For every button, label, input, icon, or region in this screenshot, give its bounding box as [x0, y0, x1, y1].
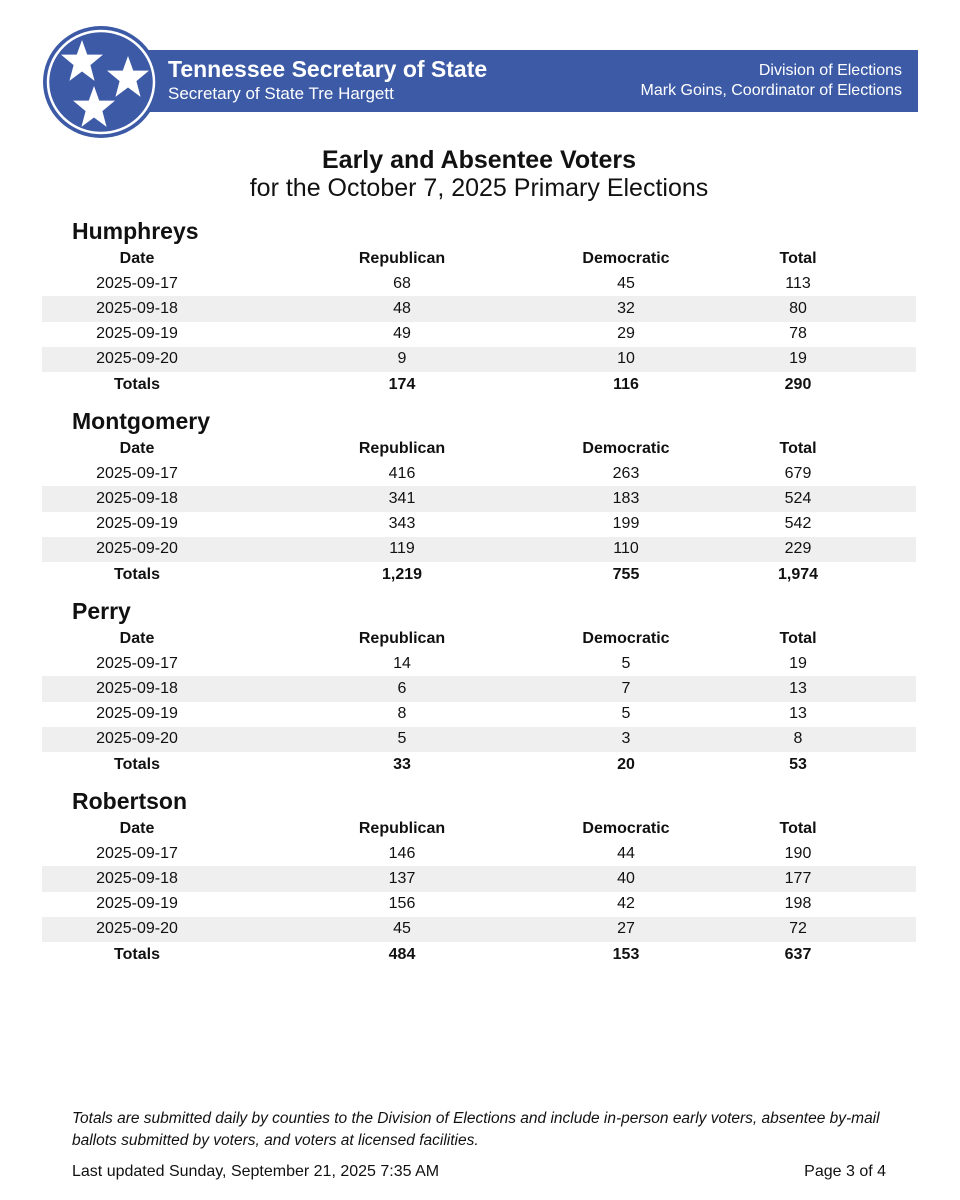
column-header-republican: Republican — [358, 439, 446, 457]
table-row — [42, 841, 916, 866]
total-democratic: 116 — [613, 375, 639, 393]
county-section — [42, 402, 918, 592]
header-subtitle: Secretary of State Tre Hargett — [168, 84, 394, 103]
page-number: Page 3 of 4 — [804, 1163, 886, 1180]
table-header-row — [42, 246, 916, 271]
table-header-row — [42, 436, 916, 461]
cell-date: 2025-09-18 — [42, 676, 232, 701]
totals-row — [42, 562, 916, 587]
column-header-date: Date — [119, 249, 155, 267]
cell-date: 2025-09-18 — [42, 866, 232, 891]
cell-republican: 9 — [232, 347, 572, 372]
table-row — [42, 651, 916, 676]
total-republican: 484 — [388, 945, 416, 963]
cell-total: 113 — [785, 274, 811, 292]
cell-democratic: 10 — [572, 347, 680, 372]
cell-democratic: 27 — [572, 917, 680, 942]
cell-date: 2025-09-20 — [42, 727, 232, 752]
totals-row — [42, 752, 916, 777]
cell-total: 229 — [680, 537, 916, 562]
table-row — [42, 866, 916, 891]
table-row — [42, 892, 916, 917]
total-republican: 174 — [388, 375, 416, 393]
header-title: Tennessee Secretary of State — [168, 56, 488, 82]
column-header-republican: Republican — [358, 249, 446, 267]
cell-democratic: 3 — [572, 727, 680, 752]
cell-total: 78 — [789, 325, 807, 343]
cell-date: 2025-09-20 — [42, 537, 232, 562]
cell-date: 2025-09-20 — [42, 347, 232, 372]
header-coordinator: Mark Goins, Coordinator of Elections — [640, 82, 902, 99]
cell-date: 2025-09-18 — [42, 296, 232, 321]
cell-total: 679 — [784, 464, 812, 482]
cell-date: 2025-09-17 — [96, 654, 178, 672]
total-all: 637 — [784, 945, 812, 963]
cell-republican: 48 — [232, 296, 572, 321]
table-row — [42, 676, 916, 701]
column-header-total: Total — [779, 439, 817, 457]
cell-republican: 49 — [393, 325, 411, 343]
table-row — [42, 917, 916, 942]
cell-republican: 119 — [232, 537, 572, 562]
cell-republican: 146 — [388, 844, 416, 862]
cell-democratic: 42 — [617, 895, 635, 913]
cell-republican: 5 — [232, 727, 572, 752]
cell-republican: 343 — [388, 515, 416, 533]
table-row — [42, 486, 916, 511]
tennessee-three-stars-seal — [42, 24, 160, 140]
total-democratic: 20 — [617, 755, 635, 773]
county-name: Humphreys — [72, 218, 199, 244]
cell-date: 2025-09-17 — [96, 464, 178, 482]
cell-democratic: 183 — [572, 486, 680, 511]
column-header-republican: Republican — [358, 629, 446, 647]
cell-date: 2025-09-17 — [96, 844, 178, 862]
cell-total: 72 — [680, 917, 916, 942]
column-header-date: Date — [119, 629, 155, 647]
totals-label: Totals — [114, 565, 160, 583]
table-row — [42, 461, 916, 486]
column-header-total: Total — [779, 629, 817, 647]
county-name: Robertson — [72, 788, 187, 814]
cell-republican: 8 — [397, 705, 407, 723]
header-division: Division of Elections — [758, 62, 902, 79]
totals-label: Totals — [114, 755, 160, 773]
cell-total: 190 — [784, 844, 812, 862]
county-table — [42, 626, 916, 777]
footnote: Totals are submitted daily by counties to the Division of Elections and include in-person early voters, absentee by-mail ballots submitted by voters, and voters at licensed facilities. — [72, 1110, 880, 1149]
cell-total: 13 — [789, 705, 807, 723]
cell-democratic: 29 — [617, 325, 635, 343]
cell-date: 2025-09-17 — [96, 274, 178, 292]
column-header-total: Total — [779, 819, 817, 837]
cell-republican: 45 — [232, 917, 572, 942]
cell-republican: 14 — [393, 654, 411, 672]
cell-democratic: 5 — [621, 705, 631, 723]
table-row — [42, 322, 916, 347]
cell-democratic: 263 — [612, 464, 640, 482]
totals-row — [42, 372, 916, 397]
table-row — [42, 347, 916, 372]
cell-democratic: 7 — [572, 676, 680, 701]
column-header-democratic: Democratic — [582, 819, 670, 837]
totals-label: Totals — [114, 945, 160, 963]
county-section — [42, 212, 918, 402]
cell-democratic: 5 — [621, 654, 631, 672]
table-row — [42, 537, 916, 562]
county-section — [42, 782, 918, 972]
cell-democratic: 199 — [612, 515, 640, 533]
county-table — [42, 816, 916, 967]
county-sections — [42, 212, 918, 972]
cell-date: 2025-09-19 — [96, 515, 178, 533]
document-subtitle: for the October 7, 2025 Primary Elections — [249, 174, 709, 202]
county-table — [42, 436, 916, 587]
total-all: 53 — [789, 755, 807, 773]
last-updated: Last updated Sunday, September 21, 2025 7:35 AM — [72, 1163, 440, 1180]
column-header-democratic: Democratic — [582, 249, 670, 267]
cell-total: 80 — [680, 296, 916, 321]
county-table — [42, 246, 916, 397]
cell-date: 2025-09-19 — [96, 895, 178, 913]
table-header-row — [42, 626, 916, 651]
cell-democratic: 44 — [617, 844, 635, 862]
county-section — [42, 592, 918, 782]
total-all: 1,974 — [777, 565, 819, 583]
table-row — [42, 727, 916, 752]
cell-total: 542 — [784, 515, 812, 533]
cell-total: 177 — [680, 866, 916, 891]
cell-total: 524 — [680, 486, 916, 511]
cell-republican: 137 — [232, 866, 572, 891]
table-row — [42, 512, 916, 537]
column-header-total: Total — [779, 249, 817, 267]
total-republican: 1,219 — [381, 565, 423, 583]
county-name: Montgomery — [72, 408, 210, 434]
column-header-date: Date — [119, 819, 155, 837]
totals-label: Totals — [114, 375, 160, 393]
cell-total: 13 — [680, 676, 916, 701]
cell-democratic: 45 — [617, 274, 635, 292]
cell-republican: 341 — [232, 486, 572, 511]
total-democratic: 153 — [612, 945, 640, 963]
cell-republican: 68 — [393, 274, 411, 292]
table-row — [42, 271, 916, 296]
column-header-republican: Republican — [358, 819, 446, 837]
cell-date: 2025-09-20 — [42, 917, 232, 942]
column-header-democratic: Democratic — [582, 629, 670, 647]
cell-date: 2025-09-19 — [96, 705, 178, 723]
cell-democratic: 40 — [572, 866, 680, 891]
table-header-row — [42, 816, 916, 841]
cell-democratic: 32 — [572, 296, 680, 321]
cell-total: 19 — [680, 347, 916, 372]
cell-total: 19 — [789, 654, 807, 672]
totals-row — [42, 942, 916, 967]
cell-republican: 156 — [388, 895, 416, 913]
table-row — [42, 296, 916, 321]
total-all: 290 — [784, 375, 812, 393]
cell-republican: 6 — [232, 676, 572, 701]
cell-date: 2025-09-18 — [42, 486, 232, 511]
total-democratic: 755 — [612, 565, 640, 583]
column-header-date: Date — [119, 439, 155, 457]
table-row — [42, 702, 916, 727]
document-title: Early and Absentee Voters — [321, 146, 636, 174]
column-header-democratic: Democratic — [582, 439, 670, 457]
cell-date: 2025-09-19 — [96, 325, 178, 343]
cell-republican: 416 — [388, 464, 416, 482]
cell-democratic: 110 — [572, 537, 680, 562]
cell-total: 198 — [784, 895, 812, 913]
total-republican: 33 — [393, 755, 411, 773]
cell-total: 8 — [680, 727, 916, 752]
county-name: Perry — [72, 598, 131, 624]
